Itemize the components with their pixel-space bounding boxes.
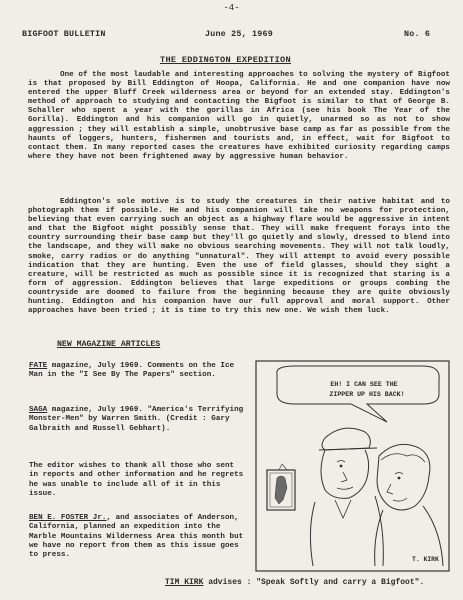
editor-note: The editor wishes to thank all those who sent in reports and other information and he regrets he was unable to include all of it in this issue. — [29, 462, 244, 498]
foster-note — [29, 514, 244, 560]
saga-label: SAGA — [29, 406, 48, 414]
speech-bubble-line-1: EH! I CAN SEE THE — [330, 381, 398, 388]
issue-date: June 25, 1969 — [205, 29, 273, 39]
closing-label: TIM KIRK — [165, 578, 204, 587]
cartoon-signature: T. KIRK — [412, 556, 439, 563]
article-saga — [29, 406, 244, 434]
fate-label: FATE — [29, 362, 48, 370]
issue-number: No. 6 — [404, 29, 431, 39]
foster-label: BEN E. FOSTER Jr. — [29, 514, 107, 522]
closing-text: advises : "Speak Softly and carry a Bigfoot". — [203, 578, 425, 587]
feature-title: THE EDDINGTON EXPEDITION — [160, 55, 291, 65]
feature-paragraph-2: Eddington's sole motive is to study the creatures in their native habitat and to photograph them if possible. He and his companion will take no weapons for protection, believing that even carrying such an object as a highway flare would be aggressive in intent and that the Bigfoot might possibly sense that. They will make frequent forays into the country surrounding their base camp but they'll go quietly and slowly, dressed to blend into the landscape, and they will make no obvious searching movements. They will not talk loudly, smoke, carry radios or do anything "unnatural". They will attempt to avoid every possible indication that they are hunting. Even the use of field glasses, should they sight a creature, will be restricted as much as possible since it is recognized that staring is a form of aggression. Eddington believes that large expeditions or groups combing the countryside are doomed to failure from the beginning because they are quite obviously hunting. Eddington and his companion have our full approval and moral support. Other approaches have been tried ; it is time to try this new one. We wish them luck. — [28, 198, 450, 316]
speech-bubble-line-2: ZIPPER UP HIS BACK! — [329, 391, 405, 398]
closing-line — [165, 578, 424, 587]
articles-heading: NEW MAGAZINE ARTICLES — [57, 340, 161, 349]
feature-paragraph-1: One of the most laudable and interesting approaches to solving the mystery of Bigfoot is that proposed by Bill Eddington of Hoopa, California. He and one companion have now entered the upper Bluff Creek wilderness area or beyond for an extended stay. Eddington's method of approach to studying and contacting the Bigfoot is similar to that of George B. Schaller who spent a year with the gorillas in Africa (see his book The Year of the Gorilla). Eddington and his companion will go in quietly, unarmed so as not to show aggression ; they will establish a simple, unobtrusive base camp as far as possible from the haunts of loggers, hunters, fishermen and tourists and, in effect, wait for Bigfoot to contact them. In many reported cases the creatures have exhibited curiosity regarding camps where they have not been frightened away by aggressive human behavior. — [28, 71, 450, 161]
article-fate — [29, 362, 244, 381]
publication-name: BIGFOOT BULLETIN — [22, 29, 106, 39]
fate-text: magazine, July 1969. Comments on the Ice Man in the "I See By The Papers" section. — [29, 362, 235, 380]
saga-text: magazine, July 1969. "America's Terrifying Monster-Men" by Warren Smith. (Credit : Gary Galbraith and Russell Gebhart). — [29, 406, 244, 433]
foster-text: , and associates of Anderson, California, planned an expedition into the Marble Mountains Wilderness Area this month but we have no report from them as this issue goes to press. — [29, 514, 244, 560]
page-number: -4- — [223, 3, 240, 13]
